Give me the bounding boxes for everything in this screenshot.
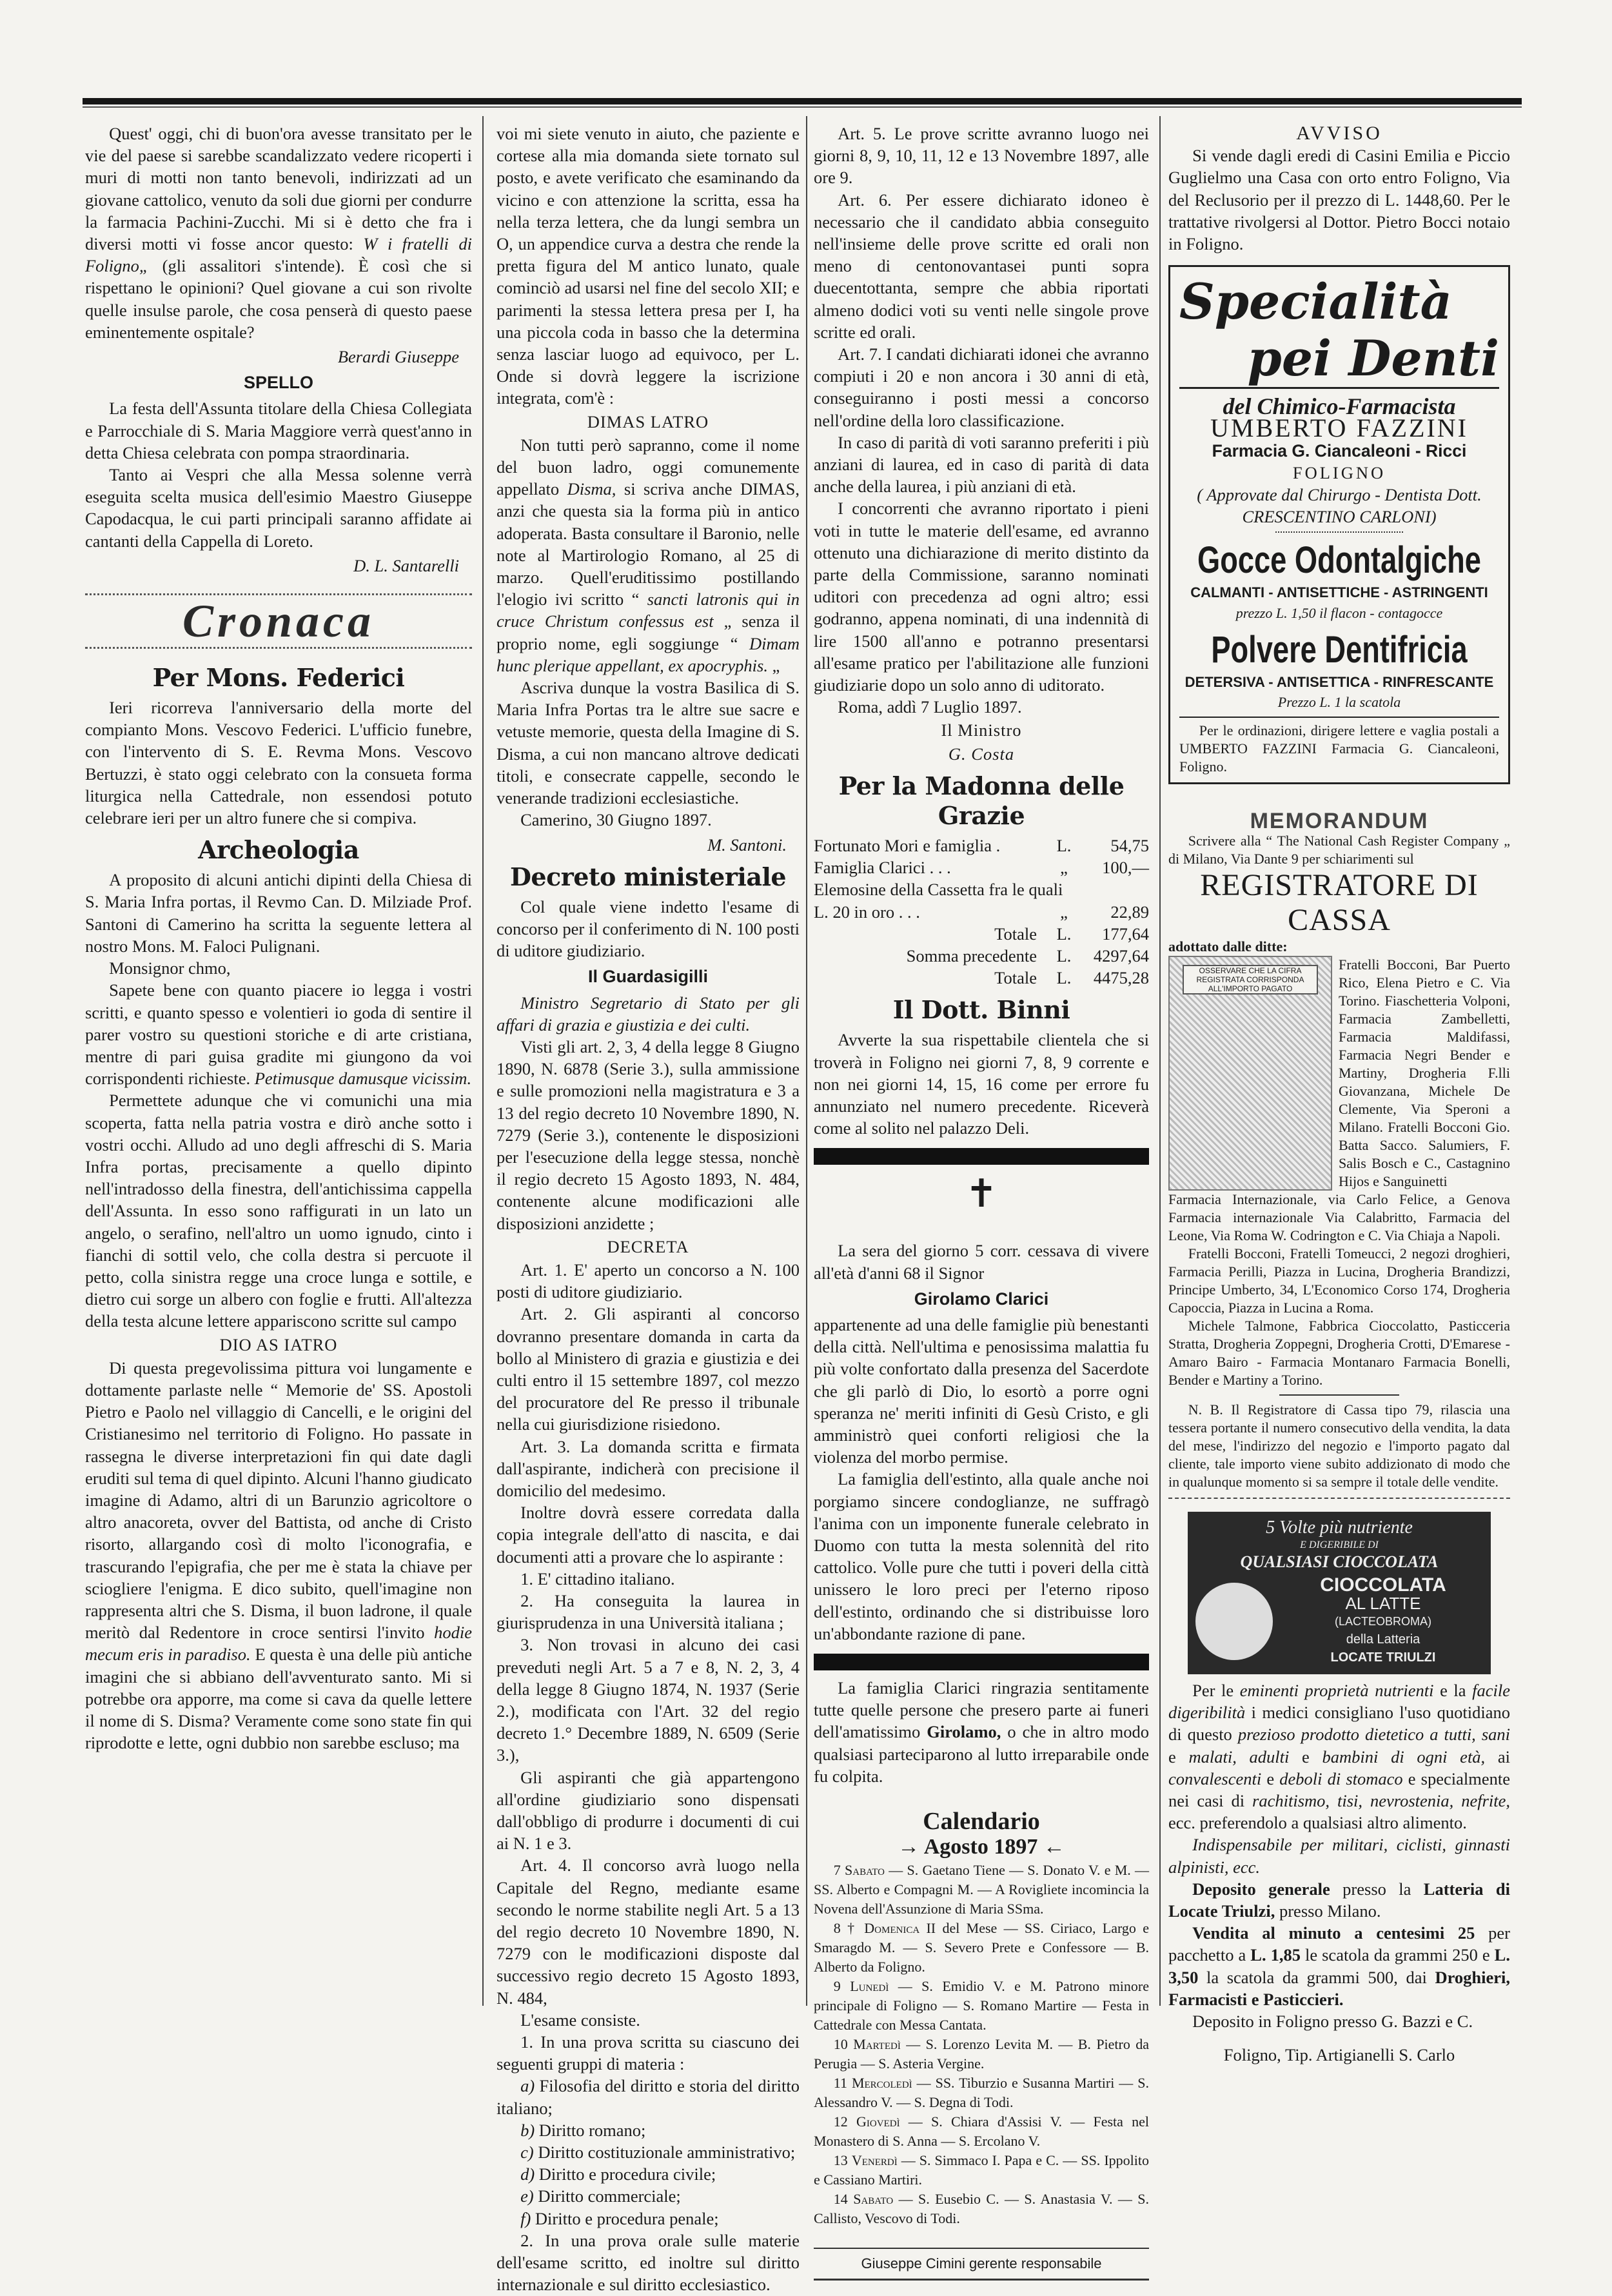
calendar-date: 7 [833,1862,841,1879]
text-segment: E questa è una delle più antiche imagini che si abbiano dell'avventurato santo. Mi si potrebbe ora apporre, ma come si cava da quelle lettere il nome di S. Disma? Veramente come sono state fin qui riprodotte e lette, ogni dubbio non sarebbe escluso; ma [85,1645,472,1753]
paragraph: La festa dell'Assunta titolare della Chiesa Collegiata e Parrocchiale di S. Maria Maggiore verrà quest'anno in detta Chiesa celebrata con pompa straordinaria. [85,399,472,462]
text-segment: Filosofia del diritto e storia del diritto italiano; [496,2076,800,2118]
chocolate-foligno-deposit: Deposito in Foligno presso G. Bazzi e C. [1192,2012,1473,2032]
centered-line: DECRETA [607,1236,689,1256]
text-segment: L. 3,50 [1168,1945,1510,1987]
paragraph: Ieri ricorreva l'anniversario della morte del compianto Mons. Vescovo Federici. L'ufficio funebre, con l'intervento di S. E. Revma Mons. Vescovo Bertuzzi, è stato oggi celebrato con la consueta forma liturgica nella Cattedrale, non essendosi potuto celebrare ieri per un altro funere che si compiva. [85,698,472,828]
text-segment: Deposito generale [1192,1879,1330,1899]
text-segment: „ [767,655,780,675]
package-product-latin: (LACTEOBROMA) [1334,1615,1431,1628]
text-segment: W i fratelli di Foligno„ [85,234,472,276]
text-segment: G. Costa [948,744,1015,764]
text-segment: d) [520,2164,535,2184]
masthead-rule-thin [83,106,1522,108]
cash-register-illustration [1168,956,1332,1191]
paragraph: In caso di parità di voti saranno preferiti i più anziani di laurea, ed in caso di parità di data anche della laurea, i più anziani di età. [814,432,1149,497]
calendar-date: 9 [833,1978,841,1995]
cronaca-ornamental-title: Cronaca [85,593,472,649]
calendar-date: 8 † [833,1920,858,1937]
paragraph: 3. Non trovasi in alcuno dei casi preveduti negli Art. 5 a 7 e 8, N. 2, 3, 4 della legge 8 Giugno 1874, N. 1937 (Serie 2.), modificata con l'Art. 32 del regio decreto 1.° Decembre 1889, N. 6509 (Serie 3.), [496,1635,800,1765]
text-segment: e la [1433,1681,1473,1701]
paragraph [814,1677,1149,1787]
amount: 54,75 [1110,835,1149,855]
calendar-weekday: Sabato [845,1862,885,1879]
ad-headline-2: pei Denti [1179,330,1499,389]
text-segment: bambini di ogni età, [1322,1747,1486,1767]
package-slogan-3: QUALSIASI CIOCCOLATA [1240,1552,1439,1572]
text-segment: per pacchetto a [1168,1923,1510,1965]
text-segment: presso Milano. [1275,1901,1381,1921]
text-segment: e [1289,1747,1322,1767]
calendar-date: 13 [833,2152,848,2169]
donor: Fortunato Mori e famiglia . [814,835,1001,855]
paragraph: Camerino, 30 Giugno 1897. [520,810,712,830]
text-segment: Vendita al minuto a centesimi 25 [1192,1923,1475,1943]
text-segment: facile digeribilità [1168,1681,1511,1723]
column-divider [1159,116,1161,2006]
donor: Famiglia Clarici . . . [814,858,951,878]
paragraph [496,2075,800,2119]
text-segment: presso la [1330,1879,1424,1899]
package-maker-2: LOCATE TRIULZI [1330,1650,1436,1665]
avviso-title: AVVISO [1296,123,1382,144]
divider [1279,1394,1399,1396]
memorandum-note: N. B. Il Registratore di Cassa tipo 79, rilascia una tessera portante il numero consecutivo della vendita, la data del mese, l'indirizzo del negozio e l'importo pagato dal cliente, tale importo viene subito addizionato di modo che in qualunque momento si sa sempre il totale delle vendite. [1168,1401,1510,1490]
text-segment: La famiglia Clarici ringrazia sentitamente tutte quelle persone che presero parte ai funeri dell'amatissimo [814,1677,1149,1742]
product-polvere: Polvere Dentifricia [1211,628,1468,671]
text-segment: e) [520,2186,534,2206]
currency: „ [1060,902,1068,922]
article-headline: Decreto ministeriale [509,862,787,891]
adopted-label: adottato dalle ditte: [1168,938,1288,955]
calendar-weekday: Venerdì [851,2152,898,2169]
donation-row [814,967,1149,989]
text-segment: hodie mecum eris in paradiso. [85,1623,472,1665]
memorandum-intro: Scrivere alla “ The National Cash Register Company „ di Milano, Via Dante 9 per schiarimenti sul [1168,833,1510,867]
donation-row [814,945,1149,967]
text-segment: malati, adulti [1188,1747,1290,1767]
chocolate-description [1168,1679,1510,1834]
text-segment: Diritto e procedura penale; [531,2208,719,2228]
text-segment: sancti latronis qui in cruce Christum confessus est [496,589,800,631]
calendar-entry [814,1977,1149,2035]
adopting-firms: Fratelli Bocconi, Bar Puerto Rico, Elena Pietro e C. Via Torino. Fiaschetteria Volponi, Farmacia Zambelletti, Farmacia Maldifassi, Farmacia Negri Bender e Martiny, Drogheria F.lli Giovanzana, Michele De Clemente, Via Speroni a Milano. Fratelli Bocconi Gio. Batta Sacco. Salumiers, F. Salis Bosch e C., Castagnino Hijos e Sanguinetti [1339,956,1510,1190]
mourning-band [814,1654,1149,1670]
paragraph: Art. 5. Le prove scritte avranno luogo nei giorni 8, 9, 10, 11, 12 e 13 Novembre 1897, alle ore 9. [814,124,1149,188]
calendar-title: Calendario [923,1808,1040,1835]
paragraph: Col quale viene indetto l'esame di concorso per il conferimento di N. 100 posti di uditore giudiziario. [496,896,800,961]
text-segment: o che in altro modo qualsiasi parteciparono al lutto irreparabile onde fu colpita. [814,1722,1149,1786]
paragraph [496,2185,800,2207]
calendar-entry [814,2112,1149,2151]
donor: Totale [994,968,1037,988]
chocolate-indispensable: Indispensabile per militari, ciclisti, ginnasti alpinisti, ecc. [1168,1835,1510,1877]
calendar-entry [814,2190,1149,2228]
calendar-entry [814,2035,1149,2073]
paragraph: Art. 3. La domanda scritta e firmata dall'aspirante, indicherà con precisione il domicilio del medesimo. [496,1436,800,1500]
paragraph: L'esame consiste. [520,2010,640,2030]
ad-subtitle: del Chimico-Farmacista [1223,393,1456,420]
text-segment: e [1261,1768,1280,1788]
centered-line: DIO AS IATRO [219,1334,338,1354]
column-2 [496,123,800,2296]
paragraph: Art. 7. I candati dichiarati idonei che avranno compiuti i 20 e non ancora i 30 anni di età, conseguiranno i posti messi a concorso nell'ordine della loro classificazione. [814,344,1149,430]
centered-line: DIMAS LATRO [587,411,709,431]
calendar-month: → Agosto 1897 ← [898,1835,1065,1859]
package-product-name-2: AL LATTE [1345,1594,1421,1614]
text-segment: deboli di stomaco [1279,1768,1403,1788]
text-segment: Latteria di Locate Triulzi, [1168,1879,1510,1921]
product-polvere-desc: DETERSIVA - ANTISETTICA - RINFRESCANTE [1184,673,1494,690]
paragraph: La sera del giorno 5 corr. cessava di vivere all'età d'anni 68 il Signor [814,1241,1149,1283]
calendar-weekday: Mercoledì [851,2075,912,2092]
calendar-weekday: Domenica [864,1920,920,1937]
donation-row [814,923,1149,945]
calendar-saints: — S. Lorenzo Levita M. — B. Pietro da Perugia — S. Asteria Vergine. [814,2036,1150,2072]
text-segment: la scatola da grammi 500, dai [1198,1967,1435,1987]
package-maker: della Latteria [1346,1632,1420,1647]
calendar-entry [814,2151,1149,2190]
amount: 100,— [1102,858,1149,878]
paragraph: 1. In una prova scritta su ciascuno dei seguenti gruppi di materia : [496,2032,800,2074]
section-heading: Girolamo Clarici [914,1289,1049,1309]
text-segment: Non tutti però sapranno, come il nome del buon ladro, oggi comunemente appellato [496,435,800,499]
text-segment: convalescenti [1168,1768,1262,1788]
amount: 4475,28 [1093,968,1149,988]
text-segment: Diritto costituzionale amministrativo; [533,2143,796,2162]
paragraph: I concorrenti che avranno riportato i pieni voti in tutte le materie dell'esame, ed avranno ottenuto una dichiarazione di merito distinto da parte della Commissione, saranno nominati uditori con precedenza ad ogni altro; essi godranno, appena nominati, di una indennità di lire 1500 all'anno e potranno presentarsi all'esame pratico per l'abilitazione alle funzioni giudiziarie dopo un solo anno di uditorato. [814,499,1149,695]
text-segment: si scriva anche DIMAS, anzi che questa sia la forma più in antico adoperata. Basta consultare il Baronio, nelle note al Martirologio Romano, al 25 di marzo. Quell'eruditissimo postillando l'elogio ivi scritto “ [496,479,800,609]
paragraph [85,123,472,343]
calendar-saints: II del Mese — SS. Ciriaco, Largo e Smaragdo M. — S. Severo Prete e Confessore — B. Alberto da Foligno. [814,1920,1150,1975]
signature: M. Santoni. [707,835,787,855]
calendar-weekday: Martedì [853,2036,901,2053]
responsible-manager-line: Giuseppe Cimini gerente responsabile [814,2248,1149,2281]
column-4-advertisements [1168,123,1510,2066]
text-segment: (gli assalitori s'intende). È così che si rispettano le opinioni? Quel giovane a cui son rivolte quelle insulse parole, che cosa penserà di questo paese eminentemente ospitale? [85,256,472,342]
text-segment: Per le [1192,1681,1240,1701]
product-gocce-price: prezzo L. 1,50 il flacon - contagocce [1235,604,1443,621]
pharmacist-name: UMBERTO FAZZINI [1210,413,1468,443]
paragraph: Gli aspiranti che già appartengono all'ordine giudiziario sono dispensati dall'obbligo di produrre i documenti di cui ai N. 1 e 3. [496,1767,800,1854]
paragraph [496,434,800,677]
chocolate-deposit [1168,1878,1510,1922]
calendar-weekday: Giovedì [856,2113,900,2130]
text-segment: Ministro Segretario di Stato per gli affari di grazia e giustizia e dei culti. [496,993,800,1034]
ornament-divider [1275,531,1403,533]
text-segment: prezioso prodotto dietetico a tutti, sani [1237,1725,1510,1745]
text-segment: Diritto e procedura civile; [535,2164,716,2184]
article-headline: Per Mons. Federici [152,663,405,693]
calendar-saints: — S. Chiara d'Assisi V. — Festa nel Monastero di S. Anna — S. Ercolano V. [814,2113,1150,2150]
paragraph [496,992,800,1036]
text-segment: Sapete bene con quanto piacere io legga i vostri scritti, e quanto spesso e volentieri io goda di sentire il parer vostro su questioni storiche e di arte cristiana, mentre di pari guisa gradite mi giungono da voi corrispondenti richieste. [85,980,472,1089]
text-segment: Di questa pregevolissima pittura voi lungamente e dottamente parlaste nelle “ Memorie de' SS. Apostoli Pietro e Paolo nel villaggio di Cancelli, e le origini del Cristianesimo nel territorio di Foligno. Ho passate in rassegna le diverse interpretazioni fin qui date dagli eruditi sul tema di quel dipinto. Alcuni l'hanno giudicato imagine di Adamo, altri di un Barunzio agricoltore o altro anacoreta, ovver del Battista, od anche di Cristo risorto, allargando così di molto l'iconografia, e trascurando l'epigrafia, che per me è stata la chiave per sciogliere l'enigma. E dico subito, quell'imagine non rappresenta altri che S. Disma, il buon ladrone, il quale meritò dal Redentore in croce sentirsi l'invito [85,1358,472,1643]
printer-imprint: Foligno, Tip. Artigianelli S. Carlo [1223,2045,1455,2065]
column-divider [482,116,484,2006]
order-info: Per le ordinazioni, dirigere lettere e vaglia postali a UMBERTO FAZZINI Farmacia G. Ciancaleoni, Foligno. [1179,717,1499,776]
text-segment: a) [520,2076,535,2096]
masthead-rule [83,98,1522,104]
column-3 [814,123,1149,2295]
calendar-date: 12 [833,2113,848,2130]
text-segment: Girolamo, [927,1722,1001,1742]
text-segment: ai [1485,1747,1511,1767]
register-sign: OSSERVARE CHE LA CIFRA REGISTRATA CORRISPONDA ALL'IMPORTO PAGATO [1183,965,1318,995]
ad-headline: Specialità [1179,273,1452,331]
cash-register-heading: REGISTRATORE DI CASSA [1200,868,1479,938]
text-segment: ecc. preferendolo a qualsiasi altro alimento. [1168,1813,1467,1833]
signature: D. L. Santarelli [353,555,459,575]
currency: L. [1056,924,1072,944]
donor: L. 20 in oro . . . [814,902,920,922]
calendar-saints: — SS. Tiburzio e Susanna Martiri — S. Alessandro V. — S. Degna di Todi. [814,2075,1149,2111]
text-segment: Dimam hunc plerique appellant, ex apocryphis. [496,633,800,675]
package-product-name: CIOCCOLATA [1320,1574,1446,1596]
text-segment: Quest' oggi, chi di buon'ora avesse transitato per le vie del paese si sarebbe scandalizzato vedere ricoperti i muri di motti non tanto benevoli, indirizzati ad un giovane cattolico, venuto da soli due giorni per condurre la farmacia Pachini-Zucchi. Mi si è detto che fra i diversi motti vi fosse ancor questo: [85,124,472,254]
column-divider [806,116,807,2006]
calendar-saints: — S. Simmaco I. Papa e C. — SS. Ippolito e Cassiano Martiri. [814,2152,1150,2188]
paragraph: La famiglia dell'estinto, alla quale anche noi porgiamo sincere condoglianze, ne suffragò l'anima con un imponente funerale celebrato in Duomo con tutta la mesta solennità del rito cattolico. Volle pure che tutti i poveri della città unissero le loro preci per l'eterno riposo dell'estinto, ordinando che si distribuisse loro un'abbondante razione di pane. [814,1469,1149,1643]
package-slogan: 5 Volte più nutriente [1266,1518,1413,1538]
memorandum-title: MEMORANDUM [1250,808,1429,833]
text-segment: i medici consigliano l'uso quotidiano di questo [1168,1703,1510,1745]
section-heading: SPELLO [243,373,313,393]
product-gocce-desc: CALMANTI - ANTISETTICHE - ASTRINGENTI [1190,584,1488,601]
paragraph [496,2141,800,2163]
donation-row [814,901,1149,923]
product-gocce: Gocce Odontalgiche [1197,539,1481,582]
calendar-entry [814,2073,1149,2112]
paragraph: Art. 1. E' aperto un concorso a N. 100 posti di uditore giudiziario. [496,1260,800,1302]
text-segment: Diritto romano; [535,2120,646,2140]
text-segment: Diritto commerciale; [533,2186,681,2206]
section-heading: Il Guardasigilli [587,967,709,987]
currency: L. [1056,968,1072,988]
signature: Berardi Giuseppe [337,347,459,367]
ornament-divider [1168,1498,1510,1499]
calendar-entry [814,1861,1149,1919]
avviso-text: Si vende dagli eredi di Casini Emilia e Piccio Guglielmo una Casa con orto entro Foligno, Via del Reclusorio per il prezzo di L. 1448,60. Per le trattative rivolgersi al Dottor. Pietro Bocci notaio in Foligno. [1168,146,1510,254]
adopting-firms-torino: Michele Talmone, Fabbrica Cioccolatto, Pasticceria Stratta, Drogheria Zoppegni, Drogheria Crotti, D'Emarese - Amaro Bairo - Farmacia Montanaro Farmacia Bonelli, Bender e Martiny a Torino. [1168,1318,1510,1389]
seal-oval-with-child [1195,1583,1273,1660]
paragraph: Art. 4. Il concorso avrà luogo nella Capitale del Regno, mediante esame secondo le norme stabilite negli Art. 5 a 13 del regio decreto 10 Novembre 1890, N. 7279 con le modificazioni disposte dal successivo regio decreto 15 Agosto 1893, N. 484, [496,1856,800,2008]
calendar-weekday: Lunedì [850,1978,889,1995]
calendar-saints: — S. Emidio V. e M. Patrono minore principale di Foligno — S. Romano Martire — Festa in Cattedrale con Messa Cantata. [814,1978,1150,2034]
text-segment: L. 1,85 [1250,1945,1301,1965]
currency: L. [1056,945,1072,965]
text-segment: c) [520,2143,534,2162]
approval-note: ( Approvate dal Chirurgo - Dentista Dott. CRESCENTINO CARLONI) [1197,485,1482,527]
product-polvere-price: Prezzo L. 1 la scatola [1277,693,1401,710]
donor: Totale [994,924,1037,944]
currency: L. [1056,835,1072,855]
paragraph [85,979,472,1089]
amount: 4297,64 [1093,945,1149,965]
paragraph: Art. 2. Gli aspiranti al concorso dovranno presentare domanda in carta da bollo al Ministero di grazia e giustizia e dei culti entro il 15 settembre 1897, col mezzo del procuratore del Re presso il tribunale nella cui giurisdizione risiedono. [496,1304,800,1434]
mourning-band [814,1148,1149,1165]
cross-icon: ✝ [965,1173,998,1216]
chocolate-retail [1168,1922,1510,2010]
amount: 177,64 [1102,924,1149,944]
donor: Somma precedente [906,945,1037,965]
text-segment: rachitismo, tisi, nevrostenia, nefrite, [1252,1791,1510,1811]
paragraph: 2. In una prova orale sulle materie dell'esame scritto, ed inoltre sul diritto internazionale e sul diritto ecclesiastico. [496,2230,800,2295]
adopting-firms-genova-napoli: Farmacia Internazionale, via Carlo Felice, a Genova Farmacia internazionale Via Calabritto, Farmacia del Leone, Via Roma W. Codrington e C. Via Chiaja a Napoli. [1168,1191,1510,1244]
paragraph [496,2119,800,2141]
paragraph: Inoltre dovrà essere corredata dalla copia integrale dell'atto di nascita, e dai documenti atti a provare che lo aspirante : [496,1503,800,1567]
calendar-date: 10 [833,2036,848,2053]
package-slogan-2: E DIGERIBILE DI [1300,1539,1379,1551]
calendar-weekday: Sabato [853,2191,894,2208]
currency: „ [1060,858,1068,878]
city: FOLIGNO [1292,462,1386,482]
paragraph: Visti gli art. 2, 3, 4 della legge 8 Giugno 1890, N. 6878 (Serie 3.), sulla ammissione e sulle promozioni nella magistratura e 3 a 13 del regio decreto 10 Novembre 1890, N. 7279 (Serie 3.), contenente le disposizioni per l'esecuzione della legge stessa, nonchè il regio decreto 15 Agosto 1893, N. 484, contenente alcune modificazioni alle disposizioni anzidette ; [496,1036,800,1233]
text-segment: e [1168,1747,1189,1767]
paragraph: 2. Ha conseguita la laurea in giurisprudenza in una Università italiana ; [496,1591,800,1633]
chocolate-package-illustration [1188,1512,1491,1674]
avviso-notice [1168,123,1510,255]
calendar-date: 11 [833,2075,847,2092]
text-segment: le scatola da grammi 250 e [1300,1945,1495,1965]
paragraph: Roma, addì 7 Luglio 1897. [838,697,1022,717]
centered-line: Il Ministro [941,720,1022,740]
paragraph [496,2163,800,2185]
text-segment: f) [520,2208,531,2228]
calendar-saints: — S. Gaetano Tiene — S. Donato V. e M. — SS. Alberto e Compagni M. — A Rovigliete incomincia la Novena dell'Assunzione di Maria SSma. [814,1862,1149,1917]
donation-row [814,856,1149,878]
text-segment: Disma, [567,479,616,499]
centered-line [814,743,1149,765]
paragraph: Elemosine della Cassetta fra le quali [814,880,1063,900]
calendar-entry [814,1919,1149,1977]
article-headline: Archeologia [198,835,359,865]
adopting-firms-roma: Fratelli Bocconi, Fratelli Tomeucci, 2 negozi droghieri, Farmacia Perilli, Piazza in Lucina, Drogheria Brandizzi, Principe Umberto, 34, L'Economico Corso 174, Drogheria Capoccia, Piazza in Lucina a Roma. [1168,1245,1510,1316]
paragraph: Permettete adunque che vi comunichi una mia scoperta, fatta nella patria vostra e dirò anche sotto i vostri occhi. Alludo ad uno degli affreschi di S. Maria Infra portas, precisamente a quello dipinto nell'intradosso della finestra, dell'antichissima cappella dell'Assunta. In esso sono raffigurati in un lato un angelo, o serafino, nell'altro un uomo ignudo, cinto i fianchi di sottil velo, che colla destra si percuote il petto, colla sinistra regge una croce lunga e sottile, e dietro cui sorge un albero con foglie e frutti. All'altezza della testa alcune lettere appariscono scritte sul campo [85,1091,472,1331]
fazzini-dental-ad [1168,265,1510,784]
donation-row [814,835,1149,856]
paragraph: Tanto ai Vespri che alla Messa solenne verrà eseguita scelta musica dell'esimio Maestro Giuseppe Capodacqua, le cui parti principali saranno affidate ai cantanti della Cappella di Loreto. [85,465,472,551]
paragraph: Art. 6. Per essere dichiarato idoneo è necessario che il candidato abbia conseguito nell'insieme delle prove scritte ed orali non meno di centonovantasei punti sopra duecentottanta, sempre che abbia riportati almeno dodici voti su venti nelle singole prove scritte ed orali. [814,190,1149,342]
column-1 [85,123,472,1754]
text-segment: „ senza il proprio nome, egli soggiunge “ [496,611,800,653]
article-headline: Per la Madonna delle Grazie [838,771,1125,830]
paragraph [496,2208,800,2230]
text-segment: eminenti proprietà nutrienti [1239,1681,1434,1701]
paragraph: A proposito di alcuni antichi dipinti della Chiesa di S. Maria Infra portas, il Revmo Can. D. Milziade Prof. Santoni di Camerino ha scritta la seguente lettera al nostro Mons. M. Faloci Pulignani. [85,870,472,956]
paragraph: voi mi siete venuto in aiuto, che paziente e cortese alla mia domanda siete tornato sul posto, e avete verificato che esaminando da vicino e con attenzione la scritta, essa ha nella terza lettera, che da lungi sembra un O, un appendice curva a destra che rende la pretta figura del M antico lunato, quale cominciò ad usarsi nel fine del secolo XII; e parimenti la stessa lettera presa per I, ha una piccola coda in basso che la determina senza lasciar luogo ad equivoco, per L. Onde si dovrà leggere la iscrizione integrata, com'è : [496,124,800,408]
paragraph: Avverte la sua rispettabile clientela che si troverà in Foligno nei giorni 7, 8, 9 corrente e non nei giorni 14, 15, 16 come per errore fu annunziato nel numero precedente. Riceverà come al solito nel palazzo Deli. [814,1030,1149,1138]
paragraph: Monsignor chmo, [109,958,231,978]
text-segment: e specialmente nei casi di [1168,1768,1510,1811]
paragraph: appartenente ad una delle famiglie più benestanti della città. Nell'ultima e penosissima malattia fu più volte confortato dalla presenza del Sacerdote che gli parlò di Dio, lo esortò a porre ogni speranza ne' meriti infiniti di Gesù Cristo, e gli amministrò quei conforti religiosi che la violenza del morbo permise. [814,1314,1149,1467]
amount: 22,89 [1110,902,1149,922]
paragraph: 1. E' cittadino italiano. [520,1569,675,1588]
text-segment: Petimusque damusque vicissim. [254,1069,472,1089]
pharmacy-name: Farmacia G. Ciancaleoni - Ricci [1212,440,1467,460]
text-segment: b) [520,2120,535,2140]
paragraph: Ascriva dunque la vostra Basilica di S. Maria Infra Portas tra le altre sue sacre e vetuste memorie, questa della Imagine di S. Disma, a cui non mancano altrove dedicati titoli, e consecrate cappelle, secondo le venerande tradizioni ecclesiastiche. [496,678,800,808]
text-segment: Droghieri, Farmacisti e Pasticcieri. [1168,1967,1510,2009]
article-headline: Il Dott. Binni [892,995,1070,1025]
paragraph [85,1357,472,1754]
calendar-saints: — S. Eusebio C. — S. Anastasia V. — S. Callisto, Vescovo di Todi. [814,2191,1150,2227]
calendar-date: 14 [833,2191,848,2208]
